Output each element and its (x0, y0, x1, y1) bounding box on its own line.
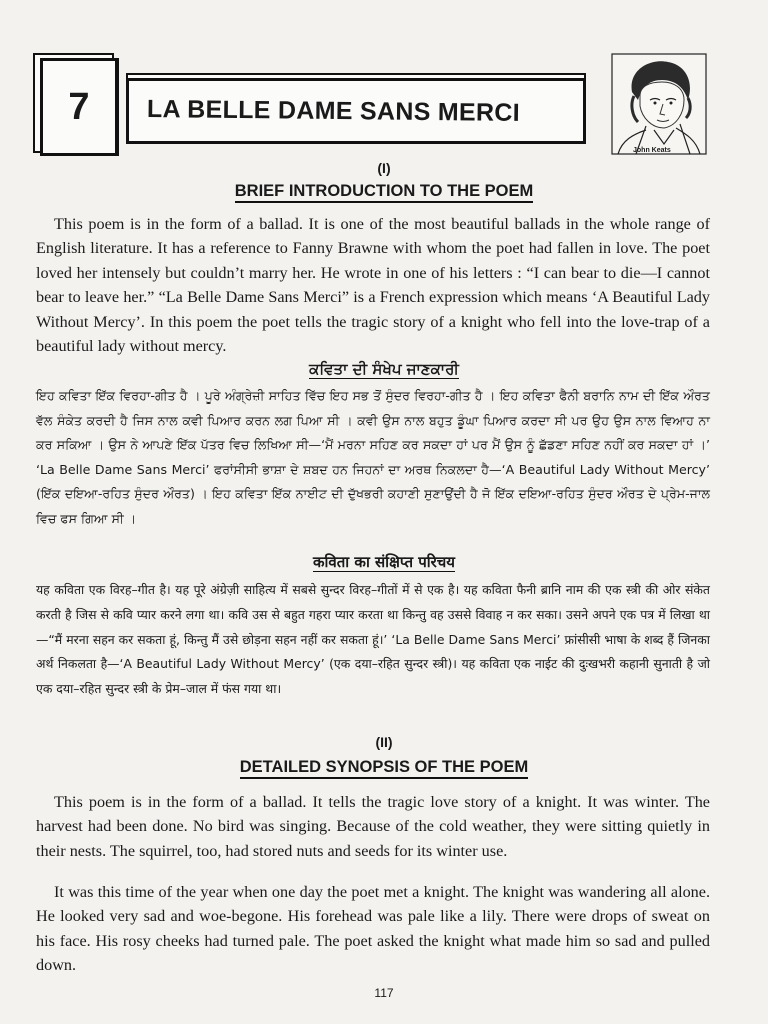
section-label-2: (II) (375, 734, 393, 750)
intro-english-paragraph: This poem is in the form of a ballad. It is one of the most beautiful ballads in the whole range of English literature. It has a reference to Fanny Brawne with whom the poet had fallen in love. The poet loved her intensely but couldn’t marry her. He wrote in one of his letters : “I can bear to die—I cannot bear to leave her.” “La Belle Dame Sans Merci” is a French expression which means ‘A Beautiful Lady Without Mercy’. In this poem the poet tells the tragic story of a knight who fell into the love-trap of a beautiful lady without mercy. (36, 215, 710, 356)
portrait-caption: John Keats (633, 147, 671, 154)
intro-heading-text: BRIEF INTRODUCTION TO THE POEM (235, 182, 534, 203)
poet-portrait (610, 52, 708, 156)
synopsis-paragraph-2: It was this time of the year when one day the poet met a knight. The knight was wandering all alone. He looked very sad and woe-begone. His forehead was pale like a lily. There were drops of sweat on his face. His rosy cheeks had turned pale. The poet asked the knight what made him so sad and pulled down. (36, 883, 710, 975)
chapter-number: 7 (68, 85, 90, 128)
chapter-number-box (40, 58, 119, 156)
intro-heading (0, 182, 768, 201)
synopsis-heading (0, 758, 768, 777)
punjabi-heading-text: ਕਵਿਤਾ ਦੀ ਸੰਖੇਪ ਜਾਣਕਾਰੀ (309, 360, 459, 378)
intro-hindi-paragraph: यह कविता एक विरह–गीत है। यह पूरे अंग्रेज़ी साहित्य में सबसे सुन्दर विरह–गीतों में से एक है। यह कविता फैनी ब्रानि नाम की एक स्त्री की ओर संकेत करती है जिस से कवि प्यार करने लगा था। कवि उस से बहुत गहरा प्यार करता था किन्तु वह उससे विवाह न कर सका। उसने अपने एक पत्र में लिखा था—“मैं मरना सहन कर सकता हूं, किन्तु मैं उसे छोड़ना सहन नहीं कर सकता हूं।’ ‘La Belle Dame Sans Merci’ फ्रांसीसी भाषा के शब्द हैं जिनका अर्थ निकलता है—‘A Beautiful Lady Without Mercy’ (एक दया–रहित सुन्दर स्त्री)। यह कविता एक नाईट की दुःखभरी कहानी सुनाती है जो एक दया–रहित सुन्दर स्त्री के प्रेम–जाल में फंस गया था। (36, 582, 710, 697)
hindi-heading (0, 552, 768, 572)
punjabi-heading (0, 360, 768, 378)
synopsis-paragraph-1: This poem is in the form of a ballad. It tells the tragic love story of a knight. It was winter. The harvest had been done. No bird was singing. Because of the cold weather, they were sitting quietly in their nests. The squirrel, too, had stored nuts and seeds for its winter use. (36, 793, 710, 860)
hindi-heading-text: कविता का संक्षिप्त परिचय (313, 553, 455, 571)
intro-punjabi-paragraph: ਇਹ ਕਵਿਤਾ ਇੱਕ ਵਿਰਹਾ-ਗੀਤ ਹੈ । ਪੂਰੇ ਅੰਗ੍ਰੇਜ਼ੀ ਸਾਹਿਤ ਵਿੱਚ ਇਹ ਸਭ ਤੋਂ ਸੁੰਦਰ ਵਿਰਹਾ-ਗੀਤ ਹੈ । ਇਹ ਕਵਿਤਾ ਫੈਨੀ ਬਰਾਨਿ ਨਾਮ ਦੀ ਇੱਕ ਔਰਤ ਵੱਲ ਸੰਕੇਤ ਕਰਦੀ ਹੈ ਜਿਸ ਨਾਲ ਕਵੀ ਪਿਆਰ ਕਰਨ ਲਗ ਪਿਆ ਸੀ । ਕਵੀ ਉਸ ਨਾਲ ਬਹੁਤ ਡੂੰਘਾ ਪਿਆਰ ਕਰਦਾ ਸੀ ਪਰ ਉਹ ਉਸ ਨਾਲ ਵਿਆਹ ਨਾ ਕਰ ਸਕਿਆ । ਉਸ ਨੇ ਆਪਣੇ ਇੱਕ ਪੱਤਰ ਵਿਚ ਲਿਖਿਆ ਸੀ—‘ਮੈਂ ਮਰਨਾ ਸਹਿਣ ਕਰ ਸਕਦਾ ਹਾਂ ਪਰ ਮੈਂ ਉਸ ਨੂੰ ਛੱਡਣਾ ਸਹਿਣ ਨਹੀਂ ਕਰ ਸਕਦਾ ਹਾਂ ।’ ‘La Belle Dame Sans Merci’ ਫਰਾਂਸੀਸੀ ਭਾਸ਼ਾ ਦੇ ਸ਼ਬਦ ਹਨ ਜਿਹਨਾਂ ਦਾ ਅਰਥ ਨਿਕਲਦਾ ਹੈ—‘A Beautiful Lady Without Mercy’ (ਇੱਕ ਦਇਆ-ਰਹਿਤ ਸੁੰਦਰ ਔਰਤ) । ਇਹ ਕਵਿਤਾ ਇੱਕ ਨਾਈਟ ਦੀ ਦੁੱਖਭਰੀ ਕਹਾਣੀ ਸੁਣਾਉਂਦੀ ਹੈ ਜੋ ਇੱਕ ਦਇਆ-ਰਹਿਤ ਸੁੰਦਰ ਔਰਤ ਦੇ ਪ੍ਰੇਮ-ਜਾਲ ਵਿਚ ਫਸ ਗਿਆ ਸੀ । (36, 388, 710, 526)
page-number: 117 (374, 986, 394, 1000)
section-label-1: (I) (377, 160, 391, 176)
synopsis-heading-text: DETAILED SYNOPSIS OF THE POEM (240, 758, 528, 779)
chapter-title: LA BELLE DAME SANS MERCI (146, 94, 521, 127)
chapter-title-box (126, 78, 586, 144)
